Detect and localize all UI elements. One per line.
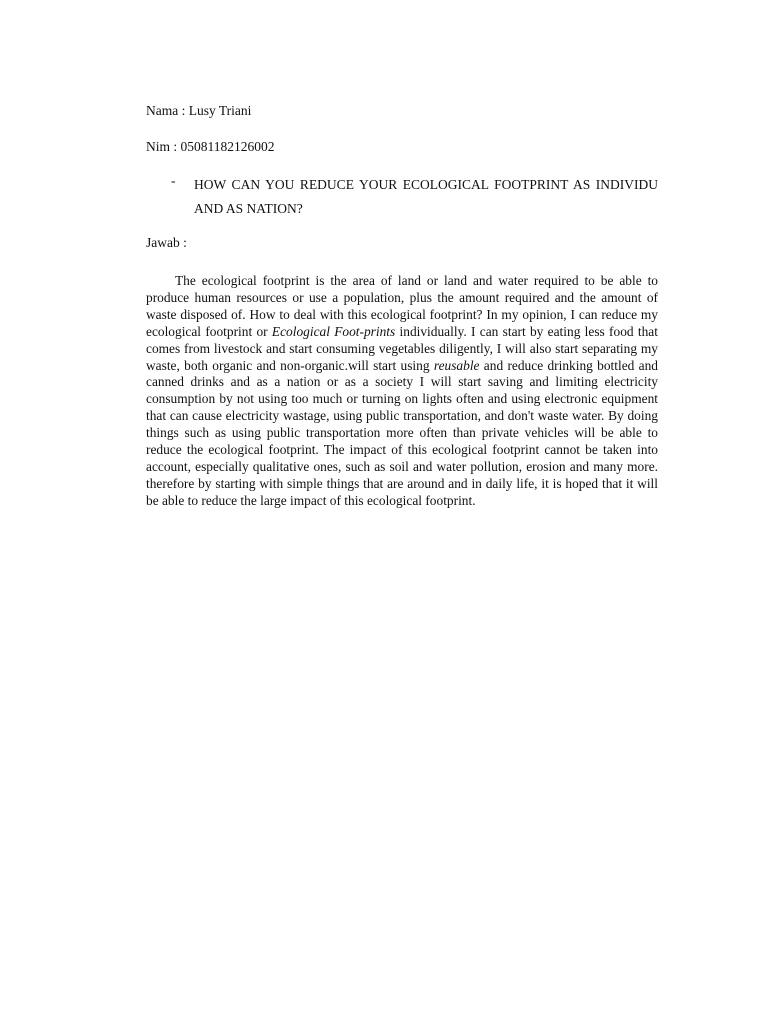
answer-text-part-2: individually. I can start by eating less food that comes from livestock and start consuming vegetables diligently, I will also start separating my waste, both organic and non-organic.will start using (146, 323, 658, 373)
answer-text-part-1: The ecological footprint is the area of land or land and water required to be able to produce human resources or use a population, plus the amount required and the amount of waste disposed of. How to deal with this ecological footprint? In my opinion, I can reduce my ecological footprint or (146, 273, 658, 339)
student-id: Nim : 05081182126002 (146, 139, 275, 154)
question-text: HOW CAN YOU REDUCE YOUR ECOLOGICAL FOOTPRINT AS INDIVIDU AND AS NATION? (194, 177, 658, 216)
student-name: Nama : Lusy Triani (146, 103, 252, 118)
answer-text-part-3: and reduce drinking bottled and canned drinks and as a nation or as a society I will start saving and limiting electricity consumption by not using too much or turning on lights often and using electronic equipment that can cause electricity wastage, using public transportation, and don't waste water. By doing things such as using public transportation more often than private vehicles will be able to reduce the ecological footprint. The impact of this ecological footprint cannot be taken into account, especially qualitative ones, such as soil and water pollution, erosion and many more. therefore by starting with simple things that are around and in daily life, it is hoped that it will be able to reduce the large impact of this ecological footprint. (146, 357, 659, 508)
jawab-label: Jawab : (146, 235, 187, 250)
question-bullet: - (171, 173, 176, 188)
answer-paragraph (146, 273, 658, 510)
answer-italic-reusable: reusable (433, 357, 480, 373)
answer-italic-ecological-footprints: Ecological Foot-prints (271, 323, 396, 339)
